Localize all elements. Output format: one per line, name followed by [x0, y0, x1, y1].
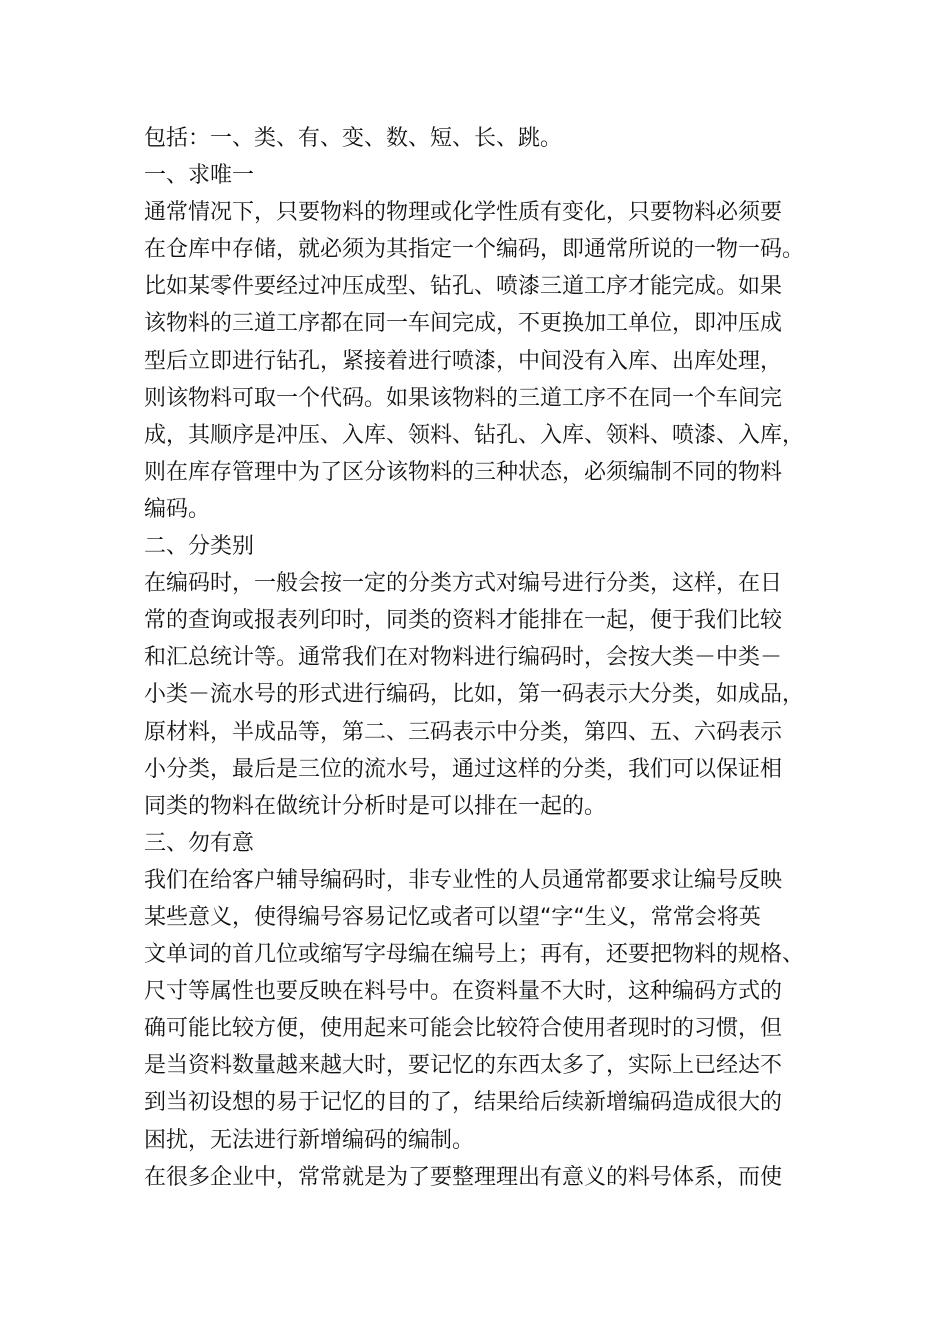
text-line: 到当初设想的易于记忆的目的了，结果给后续新增编码造成很大的 — [144, 1090, 783, 1116]
text-line: 原材料，半成品等，第二、三码表示中分类，第四、五、六码表示 — [144, 719, 783, 745]
text-line: 通常情况下，只要物料的物理或化学性质有变化，只要物料必须要 — [144, 200, 783, 226]
text-line: 在很多企业中，常常就是为了要整理理出有意义的料号体系，而使 — [144, 1164, 783, 1190]
text-line: 该物料的三道工序都在同一车间完成，不更换加工单位，即冲压成 — [144, 311, 783, 337]
text-line: 则在库存管理中为了区分该物料的三种状态，必须编制不同的物料 — [144, 459, 783, 485]
text-line: 小类－流水号的形式进行编码，比如，第一码表示大分类，如成品， — [144, 682, 805, 708]
document-body — [144, 120, 844, 1196]
section-heading: 一、求唯一 — [144, 163, 255, 189]
text-line: 确可能比较方便，使用起来可能会比较符合使用者现时的习惯，但 — [144, 1016, 783, 1042]
text-line: 编码。 — [144, 496, 211, 522]
text-line: 小分类，最后是三位的流水号，通过这样的分类，我们可以保证相 — [144, 756, 783, 782]
text-line: 困扰，无法进行新增编码的编制。 — [144, 1127, 475, 1153]
section-heading: 二、分类别 — [144, 534, 255, 560]
text-line: 则该物料可取一个代码。如果该物料的三道工序不在同一个车间完 — [144, 385, 783, 411]
text-line: 某些意义，使得编号容易记忆或者可以望“字“生义，常常会将英 — [144, 904, 761, 930]
text-line: 尺寸等属性也要反映在料号中。在资料量不大时，这种编码方式的 — [144, 979, 783, 1005]
text-line: 文单词的首几位或缩写字母编在编号上；再有，还要把物料的规格、 — [144, 942, 805, 968]
text-line: 在编码时，一般会按一定的分类方式对编号进行分类，这样，在日 — [144, 571, 783, 597]
text-line: 比如某零件要经过冲压成型、钻孔、喷漆三道工序才能完成。如果 — [144, 274, 783, 300]
text-line: 成，其顺序是冲压、入库、领料、钻孔、入库、领料、喷漆、入库， — [144, 422, 805, 448]
section-heading: 三、勿有意 — [144, 830, 255, 856]
text-line: 包括：一、类、有、变、数、短、长、跳。 — [144, 126, 563, 151]
text-line: 型后立即进行钻孔，紧接着进行喷漆，中间没有入库、出库处理， — [144, 348, 783, 374]
text-line: 在仓库中存储，就必须为其指定一个编码，即通常所说的一物一码。 — [144, 237, 805, 263]
text-line: 和汇总统计等。通常我们在对物料进行编码时，会按大类－中类－ — [144, 645, 783, 671]
text-line: 同类的物料在做统计分析时是可以排在一起的。 — [144, 793, 607, 819]
text-line: 是当资料数量越来越大时，要记忆的东西太多了，实际上已经达不 — [144, 1053, 783, 1079]
text-line: 常的查询或报表列印时，同类的资料才能排在一起，便于我们比较 — [144, 608, 783, 634]
text-line: 我们在给客户辅导编码时，非专业性的人员通常都要求让编号反映 — [144, 867, 783, 893]
